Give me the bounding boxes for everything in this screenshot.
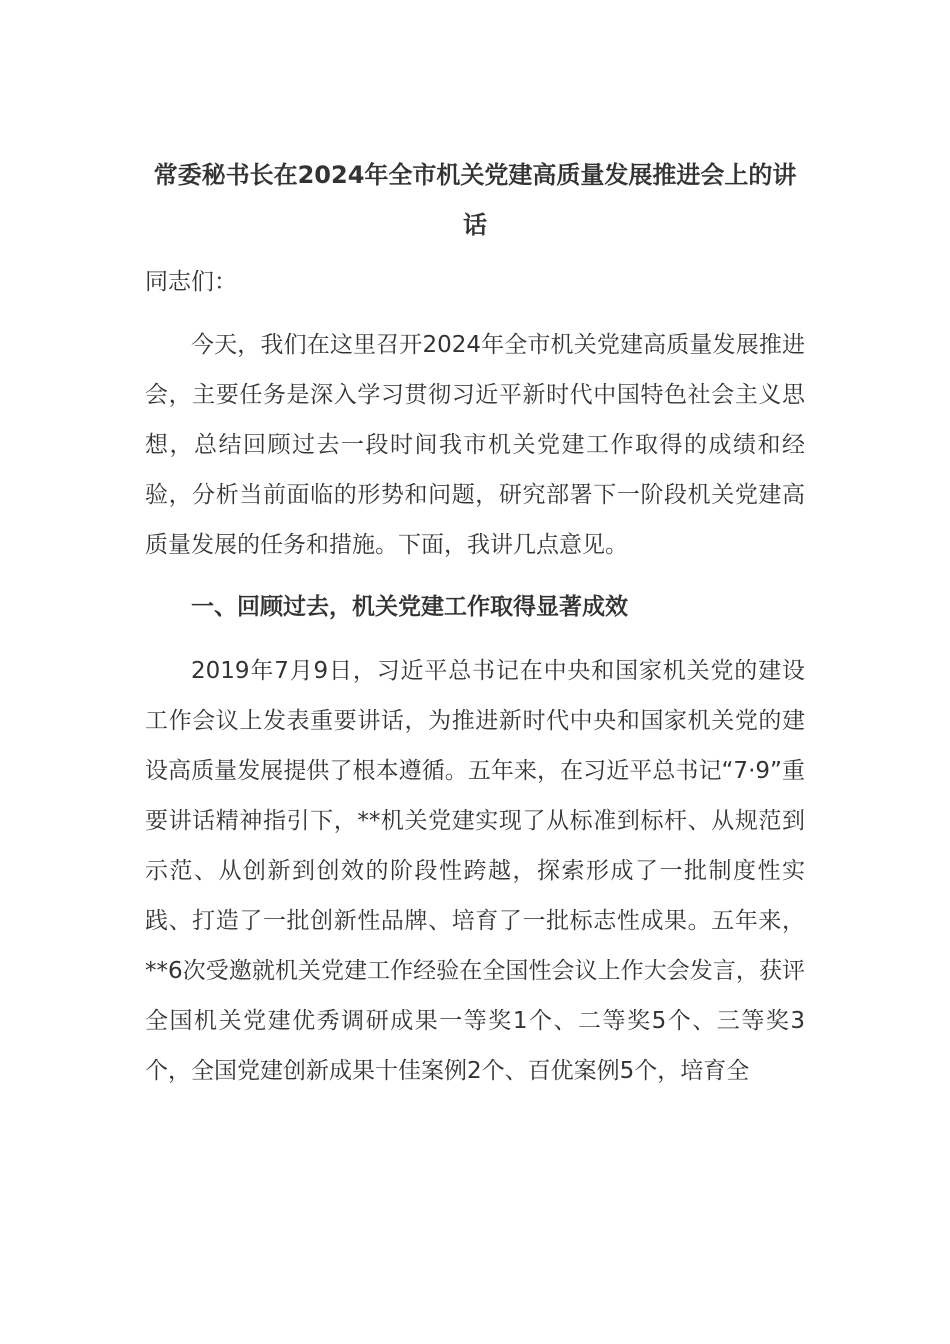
document-body (145, 150, 805, 1096)
section-heading-1: 一、回顾过去，机关党建工作取得显著成效 (191, 594, 628, 620)
section-1-paragraph: 2019年7月9日，习近平总书记在中央和国家机关党的建设工作会议上发表重要讲话，为推进新时代中央和国家机关党的建设高质量发展提供了根本遵循。五年来，在习近平总书记“7·9”重要讲话精神指引下，**机关党建实现了从标准到标杆、从规范到示范、从创新到创效的阶段性跨越，探索形成了一批制度性实践、打造了一批创新性品牌、培育了一批标志性成果。五年来，**6次受邀就机关党建工作经验在全国性会议上作大会发言，获评全国机关党建优秀调研成果一等奖1个、二等奖5个、三等奖3个，全国党建创新成果十佳案例2个、百优案例5个，培育全 (145, 658, 805, 1084)
document-title: 常委秘书长在2024年全市机关党建高质量发展推进会上的讲话 (153, 161, 797, 239)
salutation: 同志们： (145, 269, 237, 295)
intro-paragraph: 今天，我们在这里召开2024年全市机关党建高质量发展推进会，主要任务是深入学习贯彻习近平新时代中国特色社会主义思想，总结回顾过去一段时间我市机关党建工作取得的成绩和经验，分析当前面临的形势和问题，研究部署下一阶段机关党建高质量发展的任务和措施。下面，我讲几点意见。 (145, 332, 805, 558)
